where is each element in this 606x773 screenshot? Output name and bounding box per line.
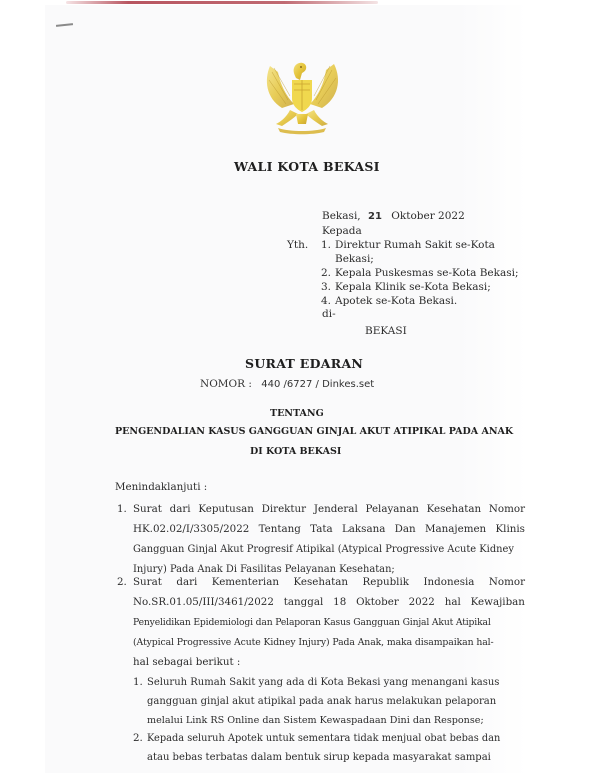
word: Pelayanan (365, 503, 419, 515)
word: 18 (333, 596, 347, 608)
nomor-value-handwritten: 440 /6727 / Dinkes.set (261, 379, 375, 390)
recipient-4-num: 4. (321, 295, 332, 307)
word: tanggal (283, 596, 324, 608)
destination-city: BEKASI (365, 325, 407, 337)
word: Kesehatan (293, 576, 349, 588)
item-1-line-1 (133, 500, 525, 520)
recipient-1-num: 1. (321, 239, 332, 251)
word: No.SR.01.05/III/3461/2022 (133, 596, 274, 608)
tentang-label: TENTANG (270, 408, 324, 419)
document-type-title: SURAT EDARAN (245, 356, 364, 371)
recipient-2: Kepala Puskesmas se-Kota Bekasi; (335, 267, 519, 279)
item-2-num: 2. (117, 576, 127, 588)
word: Tentang (258, 523, 301, 535)
word: Manajemen (424, 523, 487, 535)
place-date (322, 209, 465, 224)
subitem-1-line-1: Seluruh Rumah Sakit yang ada di Kota Bekasi yang menangani kasus (147, 677, 500, 688)
item-2-line-2 (133, 593, 525, 613)
recipient-3: Kepala Klinik se-Kota Bekasi; (335, 281, 491, 293)
subject-line-2: DI KOTA BEKASI (250, 446, 342, 457)
word: hal (444, 596, 461, 608)
place: Bekasi, (322, 210, 361, 222)
word: Klinis (495, 523, 525, 535)
item-2-line-4: (Atypical Progressive Acute Kidney Injury) Pada Anak, maka disampaikan hal- (133, 637, 494, 648)
subitem-2-line-1: Kepada seluruh Apotek untuk sementara tidak menjual obat bebas dan (147, 733, 501, 744)
word: Oktober (356, 596, 399, 608)
recipient-1: Direktur Rumah Sakit se-Kota (335, 239, 495, 251)
garuda-emblem-icon (260, 58, 344, 136)
subitem-2-num: 2. (133, 732, 143, 744)
word: Nomor (488, 503, 525, 515)
item-1-num: 1. (117, 503, 127, 515)
item-2-line-3: Penyelidikan Epidemiologi dan Pelaporan Kasus Gangguan Ginjal Akut Atipikal (133, 617, 491, 628)
word: Keputusan (198, 503, 254, 515)
subitem-1-line-2: gangguan ginjal akut atipikal pada anak harus melakukan pelaporan (147, 696, 497, 707)
word: Kesehatan (426, 503, 482, 515)
word: Tata (310, 523, 333, 535)
subject-line-1: PENGENDALIAN KASUS GANGGUAN GINJAL AKUT ATIPIKAL PADA ANAK (115, 426, 514, 437)
word: Nomor (488, 576, 525, 588)
intro-text: Menindaklanjuti : (115, 481, 208, 493)
subitem-2-line-2: atau bebas terbatas dalam bentuk sirup kepada masyarakat sampai (147, 752, 491, 763)
document-page-edge (457, 5, 527, 773)
word: HK.02.02/I/3305/2022 (133, 523, 250, 535)
date-month-year: Oktober 2022 (391, 210, 465, 222)
word: Laksana (341, 523, 386, 535)
date-day-handwritten: 21 (367, 211, 382, 222)
item-1-line-4: Injury) Pada Anak Di Fasilitas Pelayanan Kesehatan; (133, 564, 395, 575)
word: Dan (394, 523, 416, 535)
recipient-4: Apotek se-Kota Bekasi. (335, 295, 458, 307)
word: dari (176, 576, 198, 588)
recipient-3-num: 3. (321, 281, 332, 293)
word: dari (169, 503, 191, 515)
yth-label: Yth. (287, 239, 309, 251)
word: 2022 (408, 596, 435, 608)
to-label: Kepada (322, 225, 362, 237)
issuer-heading: WALI KOTA BEKASI (234, 159, 380, 174)
word: Indonesia (423, 576, 475, 588)
item-2-line-1 (133, 573, 525, 593)
scan-top-edge (66, 1, 378, 4)
recipient-1-cont: Bekasi; (335, 253, 374, 265)
nomor-label: NOMOR : (200, 378, 252, 390)
word: Jenderal (313, 503, 358, 515)
word: Republik (362, 576, 410, 588)
item-1-line-3: Gangguan Ginjal Akut Progresif Atipikal (Atypical Progressive Acute Kidney (133, 544, 514, 555)
item-2-line-5: hal sebagai berikut : (133, 656, 241, 668)
recipient-2-num: 2. (321, 267, 332, 279)
word: Surat (133, 576, 162, 588)
item-1-line-2 (133, 520, 525, 540)
word: Direktur (261, 503, 307, 515)
word: Surat (133, 503, 162, 515)
word: Kementerian (211, 576, 279, 588)
subitem-1-num: 1. (133, 676, 143, 688)
di-label: di- (322, 308, 336, 320)
word: Kewajiban (470, 596, 525, 608)
subitem-1-line-3: melalui Link RS Online dan Sistem Kewaspadaan Dini dan Response; (147, 715, 484, 726)
document-number (200, 378, 374, 390)
